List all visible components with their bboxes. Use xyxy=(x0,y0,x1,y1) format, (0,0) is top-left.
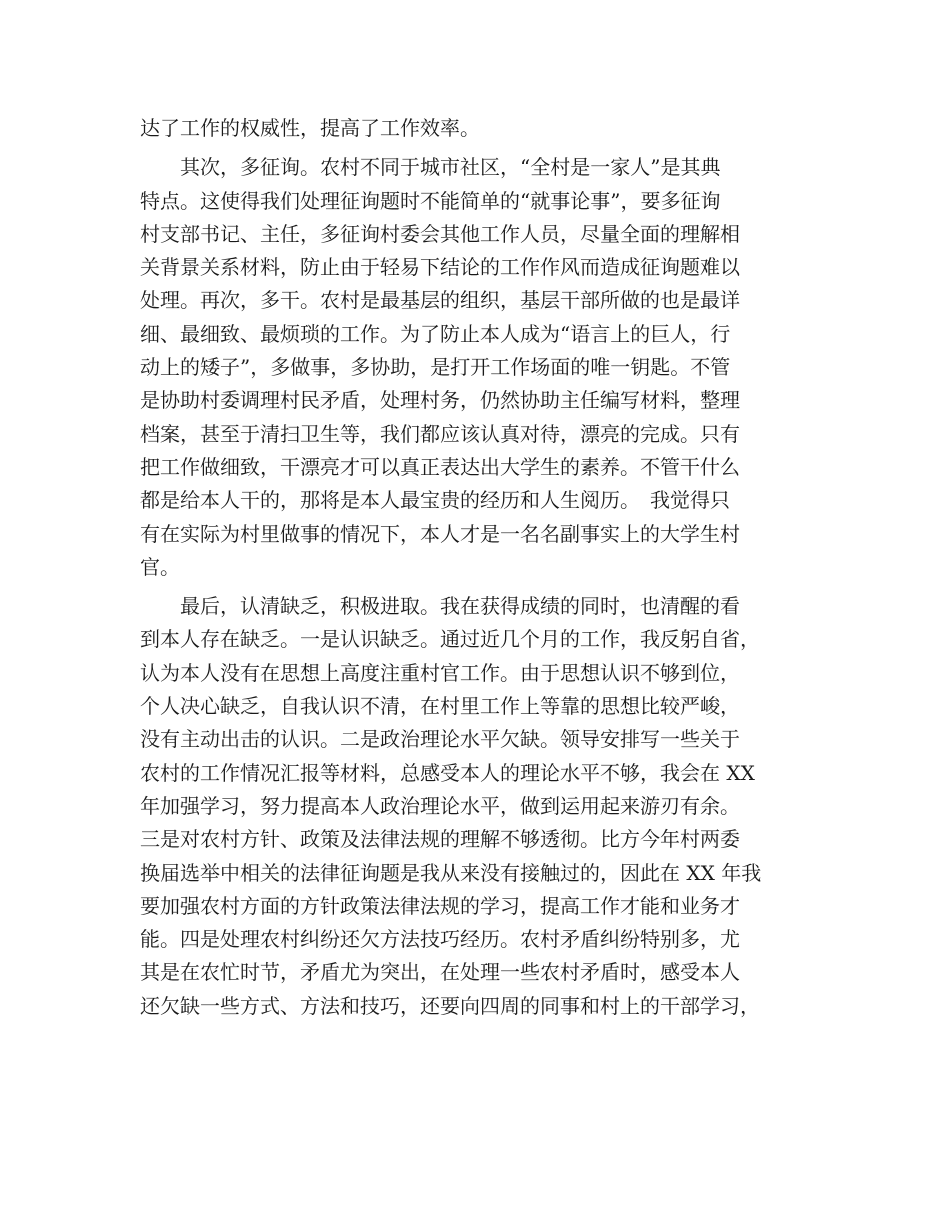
text-line: 年加强学习，努力提高本人政治理论水平，做到运用起来游刃有余。 xyxy=(140,793,740,818)
text-line: 还欠缺一些方式、方法和技巧，还要向四周的同事和村上的干部学习， xyxy=(140,993,760,1018)
document-body xyxy=(140,112,840,1023)
text-line: 村支部书记、主任，多征询村委会其他工作人员，尽量全面的理解相 xyxy=(140,221,740,246)
text-line: 没有主动出击的认识。二是政治理论水平欠缺。领导安排写一些关于 xyxy=(140,727,740,752)
text-line: 能。四是处理农村纠纷还欠方法技巧经历。农村矛盾纠纷特别多，尤 xyxy=(140,927,740,952)
text-line: 关背景关系材料，防止由于轻易下结论的工作作风而造成征询题难以 xyxy=(140,255,740,280)
text-line: 档案，甚至于清扫卫生等，我们都应该认真对待，漂亮的完成。只有 xyxy=(140,421,740,446)
text-line: 个人决心缺乏，自我认识不清，在村里工作上等靠的思想比较严峻， xyxy=(140,694,740,719)
text-line: 达了工作的权威性，提高了工作效率。 xyxy=(140,116,480,140)
text-line: 官。 xyxy=(140,554,180,579)
paragraph-1 xyxy=(140,112,840,145)
text-line: 三是对农村方针、政策及法律法规的理解不够透彻。比方今年村两委 xyxy=(140,827,740,852)
text-line: 是协助村委调理村民矛盾，处理村务，仍然协助主任编写材料，整理 xyxy=(140,388,740,413)
paragraph-3 xyxy=(140,590,840,1023)
text-line: 处理。再次，多干。农村是最基层的组织，基层干部所做的也是最详 xyxy=(140,288,740,313)
text-line: 认为本人没有在思想上高度注重村官工作。由于思想认识不够到位， xyxy=(140,660,740,685)
text-line: 细、最细致、最烦琐的工作。为了防止本人成为“语言上的巨人，行 xyxy=(140,321,731,346)
text-line: 动上的矮子”，多做事，多协助，是打开工作场面的唯一钥匙。不管 xyxy=(140,355,731,380)
text-line: 其次，多征询。农村不同于城市社区，“全村是一家人”是其典 xyxy=(140,155,721,180)
text-line: 有在实际为村里做事的情况下，本人才是一名名副事实上的大学生村 xyxy=(140,521,740,546)
text-line: 农村的工作情况汇报等材料，总感受本人的理论水平不够，我会在 XX xyxy=(140,760,755,785)
text-line: 其是在农忙时节，矛盾尤为突出，在处理一些农村矛盾时，感受本人 xyxy=(140,960,740,985)
text-line: 特点。这使得我们处理征询题时不能简单的“就事论事”，要多征询 xyxy=(140,188,721,213)
text-line: 把工作做细致，干漂亮才可以真正表达出大学生的素养。不管干什么 xyxy=(140,454,740,479)
text-line: 换届选举中相关的法律征询题是我从来没有接触过的，因此在 XX 年我 xyxy=(140,860,762,885)
text-line: 要加强农村方面的方针政策法律法规的学习，提高工作才能和业务才 xyxy=(140,893,740,918)
text-line: 到本人存在缺乏。一是认识缺乏。通过近几个月的工作，我反躬自省， xyxy=(140,627,760,652)
text-line: 最后，认清缺乏，积极进取。我在获得成绩的同时，也清醒的看 xyxy=(140,594,740,619)
text-line: 都是给本人干的，那将是本人最宝贵的经历和人生阅历。 我觉得只 xyxy=(140,488,730,513)
paragraph-2 xyxy=(140,151,840,584)
